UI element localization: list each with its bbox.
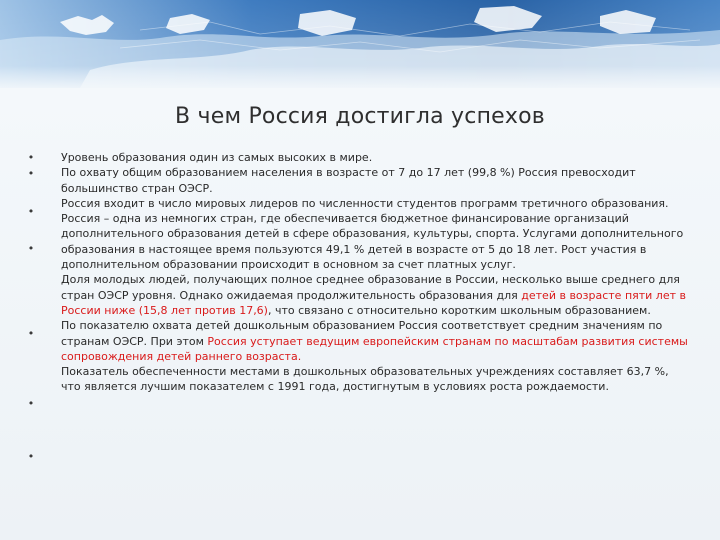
bullet-icon: • [27,397,35,410]
paragraph-text: Показатель обеспеченности местами в дошкольных образовательных учреждениях составляет 63,7 %, что является лучшим показателем с 1991 года, достигнутым в условиях роста рождаемости. [61,365,669,394]
list-item [61,272,691,318]
bullet-icon: • [27,151,35,164]
paragraph-text: , что связано с относительно коротким школьным образованием. [267,303,651,317]
highlighted-text: Россия уступает ведущим европейским странам по масштабам развития системы сопровождения детей раннего возраста. [61,334,688,363]
slide-title: В чем Россия достигла успехов [175,104,545,129]
list-item [61,364,691,395]
paragraph-text: Россия входит в число мировых лидеров по численности студентов программ третичного образования. [61,196,669,210]
bullet-icon: • [27,167,35,180]
paragraph-text: По охвату общим образованием населения в возрасте от 7 до 17 лет (99,8 %) Россия превосходит большинство стран ОЭСР. [61,166,636,195]
list-item [61,165,691,196]
world-map-graphic [0,0,720,88]
bullet-icon: • [27,242,35,255]
bullet-icon: • [27,327,35,340]
list-item [61,150,691,165]
bullet-icon: • [27,205,35,218]
paragraph-text: Уровень образования один из самых высоких в мире. [61,151,373,164]
list-item [61,211,691,272]
list-item [61,318,691,364]
bullet-list [61,150,691,395]
highlighted-text: детей в возрасте пяти лет в России ниже (15,8 лет против 17,6) [61,288,686,317]
list-item [61,196,691,211]
paragraph-text: Россия – одна из немногих стран, где обеспечивается бюджетное финансирование организаций дополнительного образования детей в сфере образования, культуры, спорта. Услугами дополнительного образования в настоящее время пользуются 49,1 % детей в возрасте от 5 до 18 лет. Рост участия в дополнительном образовании происходит в основном за счет платных услуг. [61,212,684,272]
paragraph-text: По показателю охвата детей дошкольным образованием Россия соответствует средним значениям по странам ОЭСР. При этом [61,319,663,348]
paragraph-text: Доля молодых людей, получающих полное среднее образование в России, несколько выше среднего для стран ОЭСР уровня. Однако ожидаемая продолжительность образования для [61,273,680,302]
bullet-icon: • [27,450,35,463]
header-banner-map-image [0,0,720,88]
